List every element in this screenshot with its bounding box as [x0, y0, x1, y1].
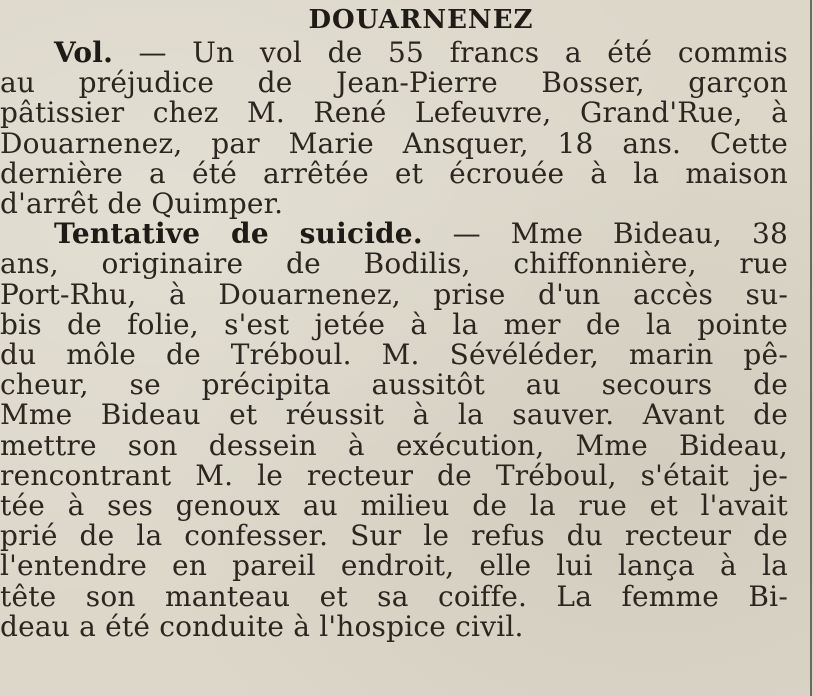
line-text: — Mme Bideau, 38 [422, 217, 789, 251]
article-line: pâtissier chez M. René Lefeuvre, Grand'Rue, à [0, 96, 788, 130]
article-line: d'arrêt de Quimper. [0, 187, 284, 221]
column-rule [810, 0, 812, 696]
run-in-heading: Vol. [54, 36, 114, 69]
article-line: Mme Bideau et réussit à la sauver. Avant de [0, 398, 788, 432]
article-line: rencontrant M. le recteur de Tréboul, s'était je- [0, 458, 788, 492]
run-in-heading: Tentative de suicide. [54, 217, 423, 251]
article-line: bis de folie, s'est jetée à la mer de la pointe [0, 307, 788, 341]
article-line: ans, originaire de Bodilis, chiffonnière, rue [0, 247, 788, 281]
article-line: au préjudice de Jean-Pierre Bosser, garçon [0, 66, 788, 100]
article-line [54, 219, 788, 249]
article-tentative-de-suicide [0, 217, 789, 643]
article-line: cheur, se précipita aussitôt au secours de [0, 368, 788, 402]
article-line: tête son manteau et sa coiffe. La femme Bi- [0, 579, 788, 613]
article-line: dernière a été arrêtée et écrouée à la maison [0, 156, 788, 190]
article-line: du môle de Tréboul. M. Sévéléder, marin pê- [0, 338, 788, 372]
article-line: Port-Rhu, à Douarnenez, prise d'un accès su- [0, 277, 788, 311]
article-line: tée à ses genoux au milieu de la rue et l'avait [0, 489, 788, 523]
article-line [54, 38, 788, 68]
article-line: Douarnenez, par Marie Ansquer, 18 ans. Cette [0, 126, 788, 160]
article-line: l'entendre en pareil endroit, elle lui lança à la [0, 549, 788, 583]
article-line: mettre son dessein à exécution, Mme Bideau, [0, 428, 788, 462]
headline: DOUARNENEZ [308, 5, 534, 35]
article-line: prié de la confesser. Sur le refus du recteur de [0, 519, 788, 553]
line-text: — Un vol de 55 francs a été commis [113, 36, 788, 69]
article-line: deau a été conduite à l'hospice civil. [0, 609, 524, 643]
article-vol [0, 36, 788, 221]
